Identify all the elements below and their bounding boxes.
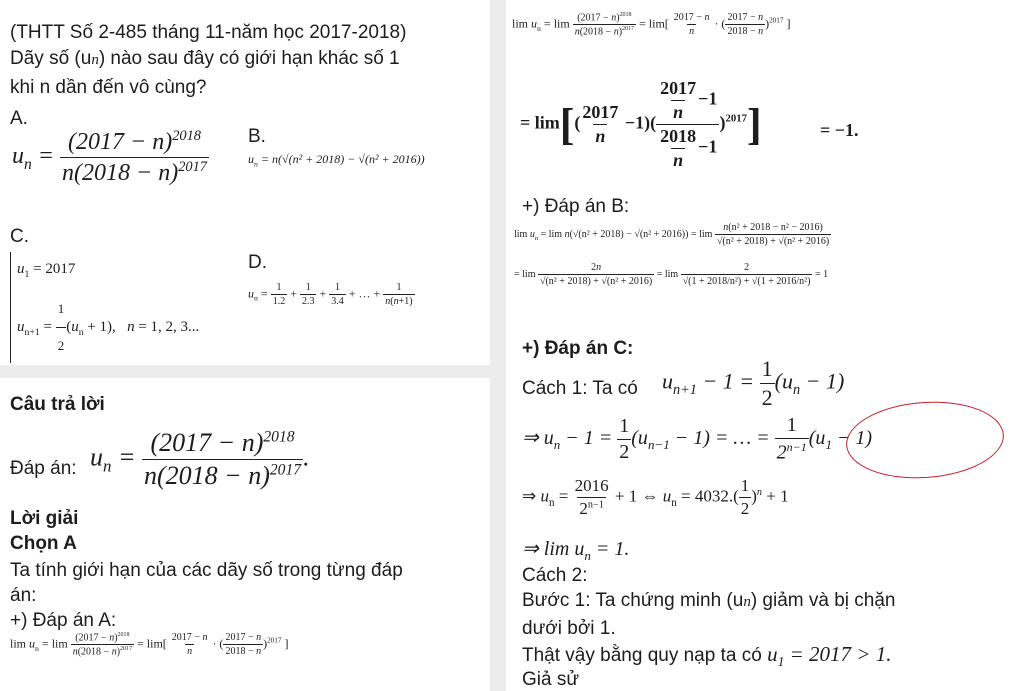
way1-closed-form: ⇒ $u_n$ = $\frac{2016}{2^{n-1}}$ + 1 ⇔ $u_n = 4032$.( $\frac{1}{2}$ )$^n$ + 1	[522, 476, 789, 518]
case-a-result: = −1.	[820, 120, 859, 140]
option-d-formula: $u_n$ = $\frac{1}{1.2}$ + $\frac{1}{2.3}$ + $\frac{1}{3.4}$ + … + $\frac{1}{n(n+1)}$	[248, 282, 413, 307]
way1-recurrence: $u_{n+1} - 1$ = $\frac{1}{2}$ $(u_n - 1)$	[662, 356, 845, 410]
step1-line2: dưới bởi 1.	[522, 618, 616, 639]
case-a-limit-steps: = lim[( $\frac{2017}{n}$ −1)( $\frac{2017}{n}$ −1 $\frac{2018}{n}$ −1 )$^{2017}$]	[520, 78, 762, 170]
case-b-limit-line2: = lim $\frac{2n}{\text{√(n² + 2018) + √(n² + 2016)}}$ = lim $\frac{2}{\text{√(1 + 2018/n²) + √(1 + 2016/n²)}}$ = 1	[514, 262, 829, 287]
compute-line2: án:	[10, 585, 37, 606]
option-d-label: D.	[248, 252, 267, 273]
case-a-label: +) Đáp án A:	[10, 610, 117, 631]
case-c-label: +) Đáp án C:	[522, 338, 634, 359]
induction-line: Thật vậy bằng quy nạp ta có $u_1 = 2017 > 1$.	[522, 642, 892, 670]
suppose-line: Giả sử	[522, 669, 580, 690]
question-line2: khi n dần đến vô cùng?	[10, 77, 207, 98]
way2-label: Cách 2:	[522, 565, 588, 586]
case-b-label: +) Đáp án B:	[522, 196, 630, 217]
option-b-label: B.	[248, 126, 266, 147]
way1-iterate: ⇒ $u_n - 1$ = $\frac{1}{2}$ $(u_{n-1} - 1)$ = … = $\frac{1}{2^{n-1}}$ $(u_1 - 1)$	[522, 414, 873, 464]
answer-heading: Câu trả lời	[10, 394, 105, 415]
solution-heading: Lời giải	[10, 508, 79, 529]
option-c-label: C.	[10, 226, 29, 247]
choose-answer: Chọn A	[10, 533, 77, 554]
option-c-formula: $u_1 = 2017$ $u_{n+1}$ = $\frac{1}{2}$ $(u_n + 1)$, n = 1, 2, 3...	[10, 252, 199, 363]
case-a-limit-right: $\lim u_n = \lim$ $\frac{(2017 - n)^{2018}}{n(2018 - n)^{2017}}$ = lim[ $\frac{2017 - n}{n}$ · ( $\frac{2017 - n}{2018 - n}$ )$^{2017}$ ]	[512, 12, 791, 38]
compute-line1: Ta tính giới hạn của các dãy số trong từng đáp	[10, 560, 403, 581]
way1-limit-result: ⇒ $\lim u_n = 1$.	[522, 538, 630, 563]
question-source: (THTT Số 2-485 tháng 11-năm học 2017-2018)	[10, 22, 407, 43]
option-a-label: A.	[10, 108, 28, 129]
answer-label: Đáp án:	[10, 458, 77, 479]
question-line1: Dãy số (un) nào sau đây có giới hạn khác số 1	[10, 48, 400, 69]
way1-label: Cách 1: Ta có	[522, 378, 638, 399]
option-a-formula: $u_n$ = $\frac{(2017 - n)^{2018}}{n(2018 - n)^{2017}}$	[12, 128, 207, 186]
answer-formula: $u_n$ = $\frac{(2017 - n)^{2018}}{n(2018 - n)^{2017}}$ .	[90, 428, 310, 490]
case-b-limit-line1: $\lim u_n = \lim n(√(n^2 + 2018) - √(n^2 + 2016)) = \lim$ $\frac{\text{n(n² + 2018 − n² − 2016)}}{\text{√(n² + 2018) + √(n² + 2016)}}$	[514, 222, 830, 247]
step1-line1: Bước 1: Ta chứng minh (un) giảm và bị chặn	[522, 590, 896, 611]
option-b-formula: $u_n = n(√(n^2 + 2018) - √(n^2 + 2016))$	[248, 152, 425, 169]
case-a-limit-left: $\lim u_n = \lim$ $\frac{(2017 - n)^{2018}}{n(2018 - n)^{2017}}$ = lim[ $\frac{2017 - n}{n}$ · ( $\frac{2017 - n}{2018 - n}$ )$^{2017}$ ]	[10, 632, 289, 658]
